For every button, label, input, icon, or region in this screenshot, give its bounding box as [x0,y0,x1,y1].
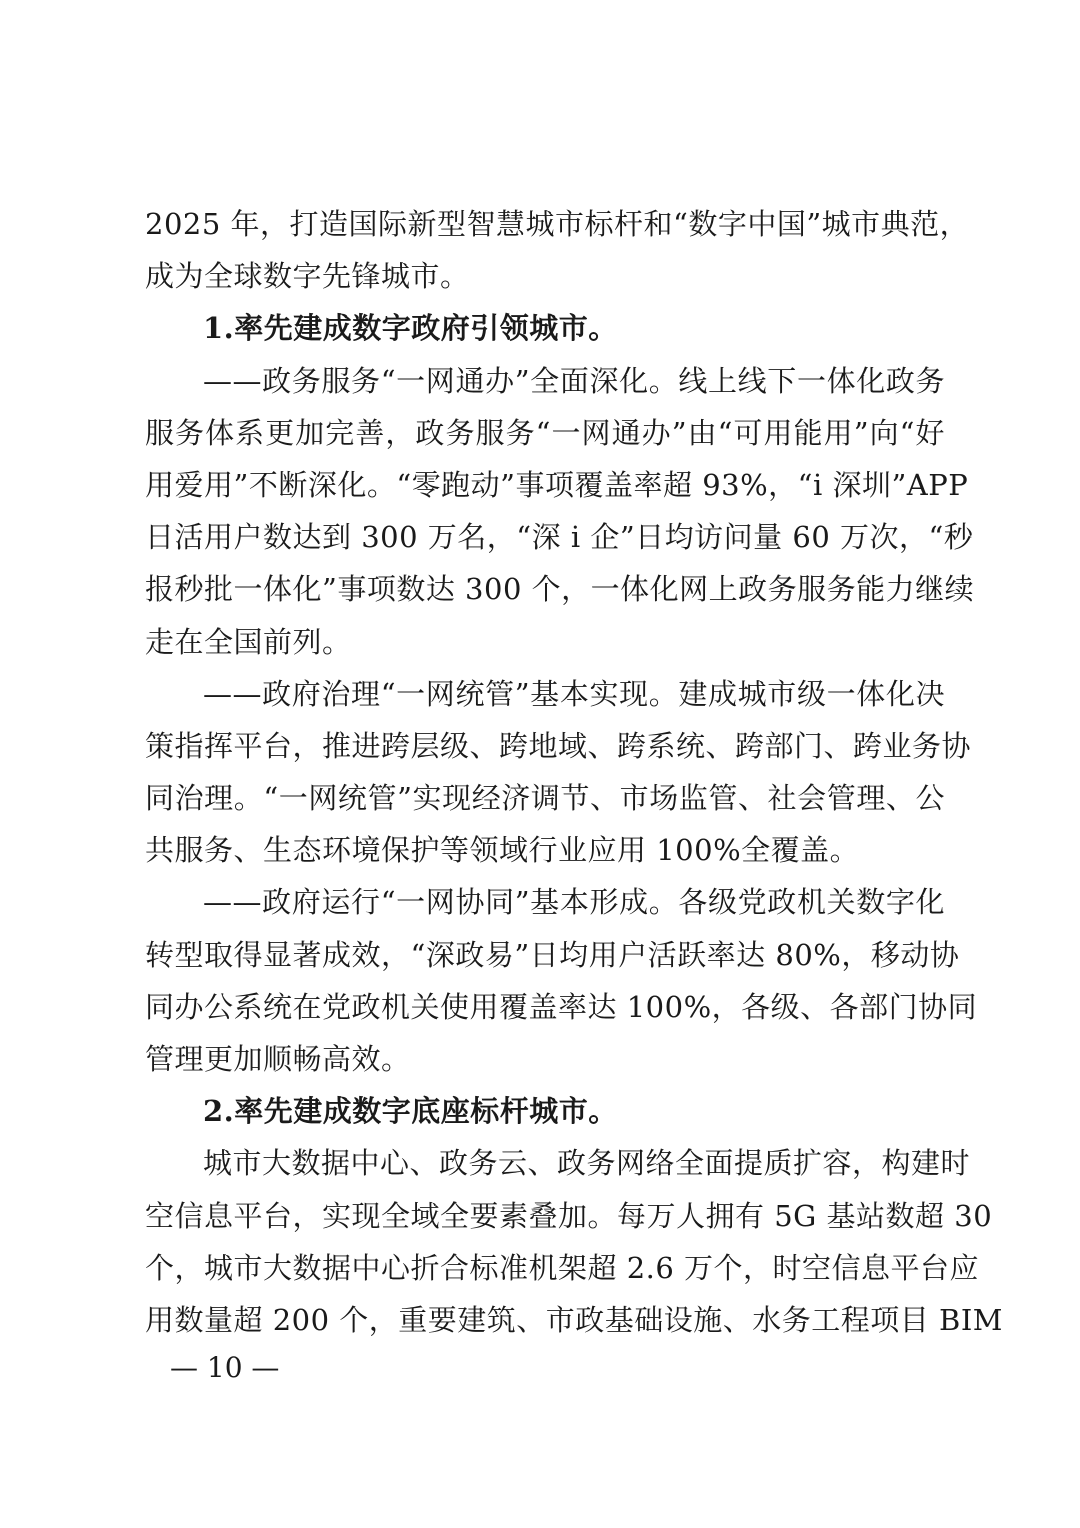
text-line: 同治理。“一网统管”实现经济调节、市场监管、社会管理、公 [145,781,945,816]
document-body [145,198,1003,1346]
text-line: 用数量超 200 个，重要建筑、市政基础设施、水务工程项目 BIM [145,1302,1003,1337]
section-heading: 2.率先建成数字底座标杆城市。 [203,1094,618,1129]
text-line: 个，城市大数据中心折合标准机架超 2.6 万个，时空信息平台应 [145,1250,980,1285]
text-line: 城市大数据中心、政务云、政务网络全面提质扩容，构建时 [203,1146,971,1181]
text-line: 成为全球数字先锋城市。 [145,259,470,294]
text-line: 管理更加顺畅高效。 [145,1042,411,1076]
text-line: 2025 年，打造国际新型智慧城市标杆和“数字中国”城市典范， [145,207,970,241]
text-line: ——政府治理“一网统管”基本实现。建成城市级一体化决 [203,676,945,711]
text-line: ——政务服务“一网通办”全面深化。线上线下一体化政务 [203,363,945,398]
text-line: ——政府运行“一网协同”基本形成。各级党政机关数字化 [203,885,945,920]
text-line: 空信息平台，实现全域全要素叠加。每万人拥有 5G 基站数超 30 [145,1198,993,1233]
text-line: 走在全国前列。 [145,624,352,659]
text-line: 日活用户数达到 300 万名，“深 i 企”日均访问量 60 万次，“秒 [145,520,974,555]
page-number: — 10 — [170,1351,280,1384]
section-heading: 1.率先建成数字政府引领城市。 [203,311,618,346]
text-line: 策指挥平台，推进跨层级、跨地域、跨系统、跨部门、跨业务协 [145,728,972,763]
text-line: 报秒批一体化”事项数达 300 个，一体化网上政务服务能力继续 [145,572,975,607]
text-line: 同办公系统在党政机关使用覆盖率达 100%，各级、各部门协同 [145,989,978,1024]
text-line: 转型取得显著成效，“深政易”日均用户活跃率达 80%，移动协 [145,937,960,972]
text-line: 服务体系更加完善，政务服务“一网通办”由“可用能用”向“好 [145,415,945,450]
text-line: 共服务、生态环境保护等领域行业应用 100%全覆盖。 [145,833,860,868]
text-line: 用爱用”不断深化。“零跑动”事项覆盖率超 93%，“i 深圳”APP [145,467,969,502]
